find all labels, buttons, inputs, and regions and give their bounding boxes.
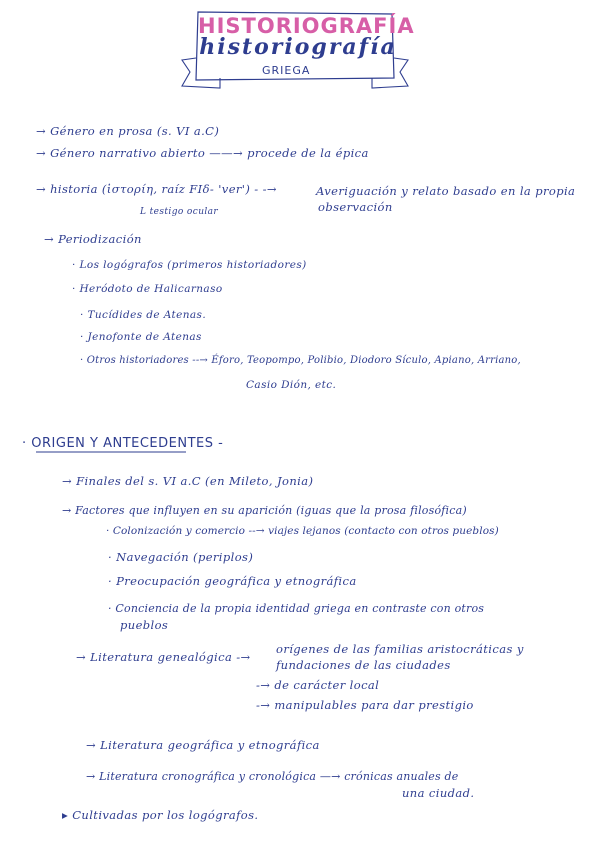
- banner-script-title: historiografía: [199, 34, 397, 60]
- note-navegacion: · Navegación (periplos): [108, 550, 254, 564]
- note-literatura-geografica: → Literatura geográfica y etnográfica: [86, 738, 320, 752]
- note-otros-historiadores-cont: Casio Dión, etc.: [246, 379, 337, 391]
- banner-title: HISTORIOGRAFÍA: [198, 14, 415, 38]
- note-averiguacion-line1: Averiguación y relato basado en la propia: [316, 184, 576, 198]
- note-averiguacion-line2: observación: [318, 200, 393, 214]
- note-herodoto: · Heródoto de Halicarnaso: [72, 283, 223, 295]
- section-heading-origen: · ORIGEN Y ANTECEDENTES -: [22, 436, 224, 451]
- note-una-ciudad: una ciudad.: [402, 786, 475, 800]
- note-tucidides: · Tucídides de Atenas.: [80, 309, 207, 321]
- note-jenofonte: · Jenofonte de Atenas: [80, 331, 202, 343]
- note-conciencia-line2: pueblos: [120, 618, 169, 632]
- note-genero-prosa: → Género en prosa (s. VI a.C): [36, 124, 220, 138]
- note-otros-historiadores: · Otros historiadores --→ Éforo, Teopompo, Polibio, Diodoro Sículo, Apiano, Arriano,: [80, 355, 521, 366]
- note-colonizacion: · Colonización y comercio --→ viajes lejanos (contacto con otros pueblos): [106, 525, 499, 537]
- note-conciencia-line1: · Conciencia de la propia identidad griega en contraste con otros: [108, 602, 485, 615]
- note-manipulables: -→ manipulables para dar prestigio: [256, 698, 474, 712]
- note-genero-narrativo: → Género narrativo abierto ——→ procede de la épica: [36, 146, 369, 160]
- note-literatura-genealogica: → Literatura genealógica -→: [76, 650, 251, 664]
- note-origenes-line1: orígenes de las familias aristocráticas y: [276, 642, 524, 656]
- note-cultivadas: ▸ Cultivadas por los logógrafos.: [62, 808, 259, 822]
- banner-subtitle: GRIEGA: [262, 64, 311, 77]
- note-caracter-local: -→ de carácter local: [256, 678, 380, 692]
- note-logografos: · Los logógrafos (primeros historiadores): [72, 259, 307, 271]
- note-factores: → Factores que influyen en su aparición (iguas que la prosa filosófica): [62, 504, 467, 517]
- note-periodizacion: → Periodización: [44, 232, 142, 246]
- note-historia-gloss: L testigo ocular: [140, 207, 219, 217]
- note-historia-definition: → historia (ἱστορίη, raíz FIδ- 'ver') - -→: [36, 182, 277, 196]
- note-literatura-cronografica: → Literatura cronográfica y cronológica —→ crónicas anuales de: [86, 770, 459, 783]
- note-preocupacion: · Preocupación geográfica y etnográfica: [108, 574, 357, 588]
- note-origenes-line2: fundaciones de las ciudades: [276, 658, 451, 672]
- note-finales-siglo: → Finales del s. VI a.C (en Mileto, Jonia): [62, 474, 314, 488]
- heading-underline: [36, 451, 186, 453]
